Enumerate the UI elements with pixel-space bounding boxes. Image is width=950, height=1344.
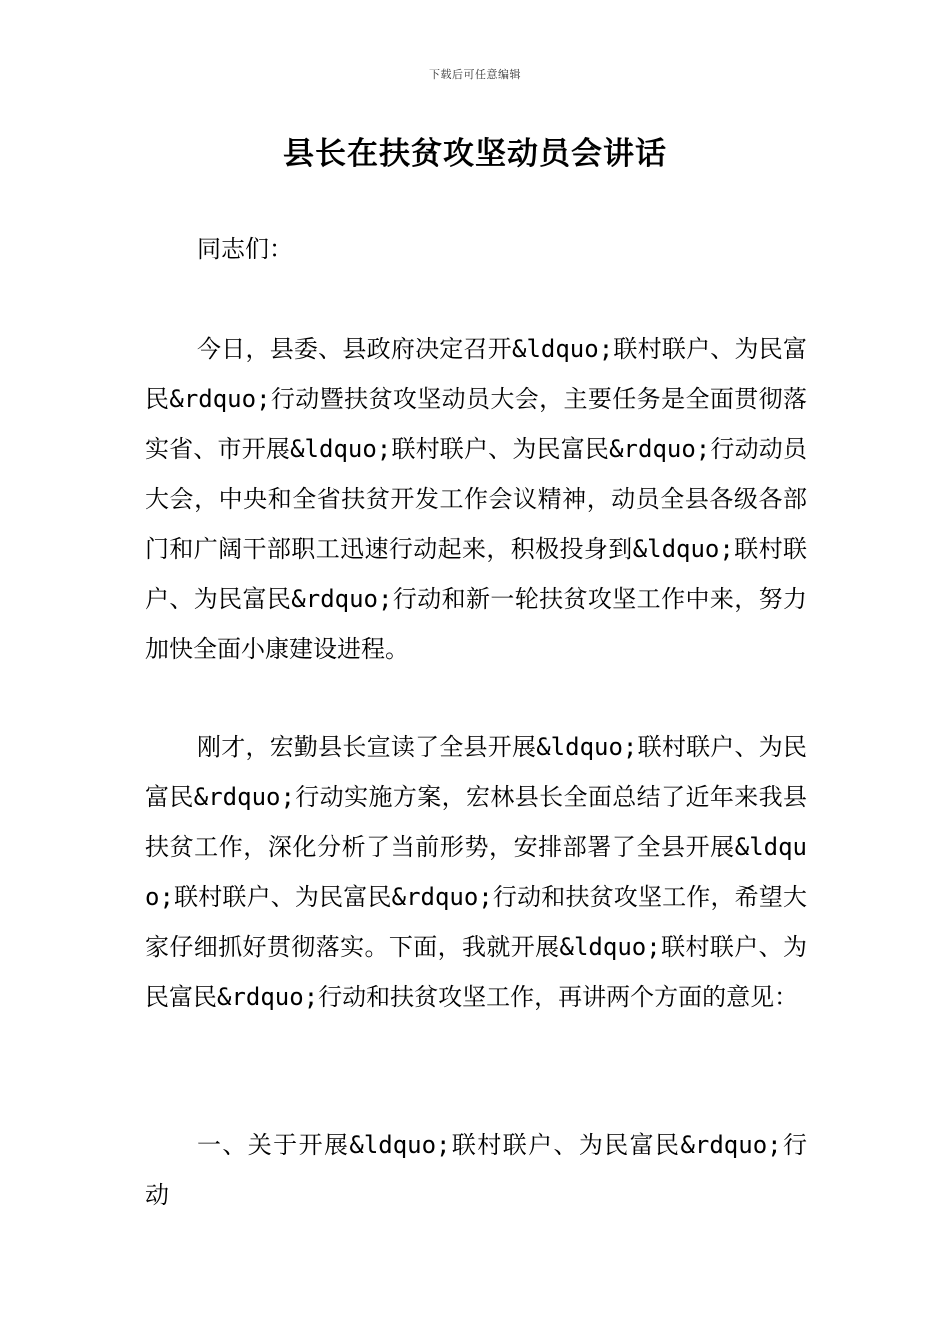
greeting-paragraph: 同志们：	[197, 235, 293, 263]
body-paragraph-1: 今日，县委、县政府决定召开&ldquo;联村联户、为民富民&rdquo;行动暨扶贫攻坚动员大会，主要任务是全面贯彻落实省、市开展&ldquo;联村联户、为民富民&rdquo;行动动员大会，中央和全省扶贫开发工作会议精神，动员全县各级各部门和广阔干部职工迅速行动起来，积极投身到&ldquo;联村联户、为民富民&rdquo;行动和新一轮扶贫攻坚工作中来，努力加快全面小康建设进程。	[145, 335, 807, 663]
document-title: 县长在扶贫攻坚动员会讲话	[283, 136, 667, 172]
header-note: 下载后可任意编辑	[429, 68, 521, 81]
section-heading-1: 一、关于开展&ldquo;联村联户、为民富民&rdquo;行动	[145, 1131, 807, 1209]
body-paragraph-2: 刚才，宏勤县长宣读了全县开展&ldquo;联村联户、为民富民&rdquo;行动实施方案，宏林县长全面总结了近年来我县扶贫工作，深化分析了当前形势，安排部署了全县开展&ldquo;联村联户、为民富民&rdquo;行动和扶贫攻坚工作，希望大家仔细抓好贯彻落实。下面，我就开展&ldquo;联村联户、为民富民&rdquo;行动和扶贫攻坚工作，再讲两个方面的意见：	[145, 733, 807, 1011]
